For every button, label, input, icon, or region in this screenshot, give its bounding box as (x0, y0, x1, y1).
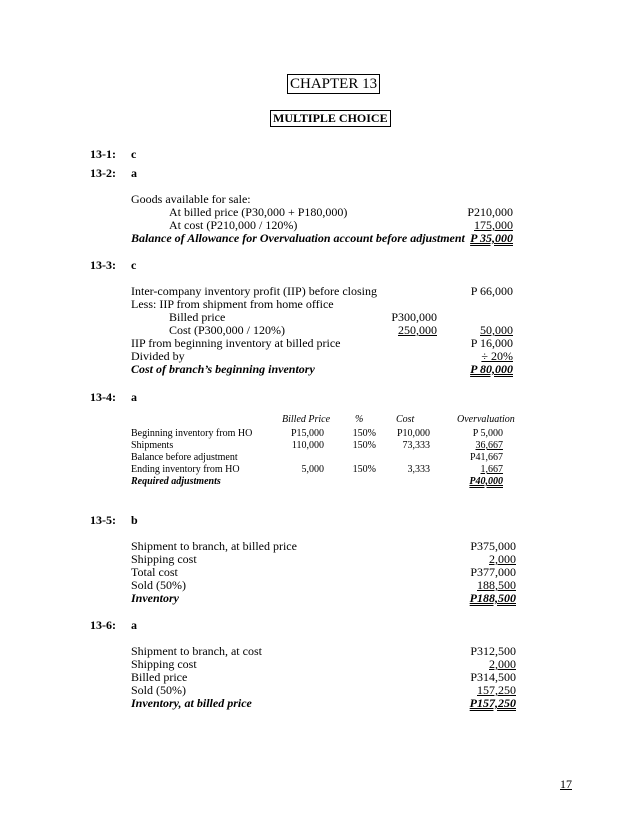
amount: P312,500 (470, 644, 516, 658)
result-label: Balance of Allowance for Overvaluation account before adjustment (131, 231, 465, 245)
result-amount: P 80,000 (470, 362, 513, 376)
table-row-label: Required adjustments (131, 476, 221, 487)
column-header: Billed Price (282, 414, 331, 425)
table-cell: 150% (352, 440, 376, 451)
amount: 157,250 (477, 683, 516, 697)
line-label: Shipping cost (131, 657, 197, 671)
question-number: 13-4: (90, 390, 116, 404)
column-header: % (355, 414, 364, 425)
result-amount: P 35,000 (470, 231, 513, 245)
table-cell: P10,000 (396, 428, 430, 439)
table-cell: P40,000 (469, 476, 503, 487)
question-number: 13-6: (90, 618, 116, 632)
table-cell: P 5,000 (472, 428, 503, 439)
chapter-title: CHAPTER 13 (287, 74, 380, 94)
question-number: 13-5: (90, 513, 116, 527)
table-cell: 110,000 (291, 440, 324, 451)
table-cell: 3,333 (407, 464, 430, 475)
line-label: Shipment to branch, at billed price (131, 539, 297, 553)
amount: P210,000 (467, 205, 513, 219)
line-label: Total cost (131, 565, 178, 579)
line-label: Sold (50%) (131, 578, 186, 592)
line-label: Goods available for sale: (131, 192, 251, 206)
column-header: Overvaluation (457, 414, 515, 425)
table-row-label: Beginning inventory from HO (131, 428, 253, 439)
question-number: 13-1: (90, 147, 116, 161)
amount: P375,000 (470, 539, 516, 553)
line-label: IIP from beginning inventory at billed price (131, 336, 341, 350)
amount: P377,000 (470, 565, 516, 579)
table-cell: P41,667 (469, 452, 503, 463)
table-cell: 1,667 (480, 464, 503, 475)
answer: a (131, 618, 137, 632)
amount: 50,000 (480, 323, 513, 337)
amount: 188,500 (477, 578, 516, 592)
table-cell: 150% (352, 428, 376, 439)
question-number: 13-2: (90, 166, 116, 180)
table-row-label: Balance before adjustment (131, 452, 238, 463)
table-cell: 150% (352, 464, 376, 475)
amount: P 66,000 (470, 284, 513, 298)
answer: c (131, 147, 137, 161)
amount: P 16,000 (470, 336, 513, 350)
table-cell: P15,000 (290, 428, 324, 439)
answer: c (131, 258, 137, 272)
line-label: Billed price (169, 310, 226, 324)
amount: P314,500 (470, 670, 516, 684)
amount: 2,000 (489, 552, 516, 566)
line-label: At billed price (P30,000 + P180,000) (169, 205, 348, 219)
line-label: At cost (P210,000 / 120%) (169, 218, 298, 232)
line-label: Shipment to branch, at cost (131, 644, 262, 658)
result-label: Cost of branch’s beginning inventory (131, 362, 315, 376)
result-amount: P188,500 (469, 591, 516, 605)
line-label: Sold (50%) (131, 683, 186, 697)
result-label: Inventory (131, 591, 179, 605)
question-number: 13-3: (90, 258, 116, 272)
line-label: Billed price (131, 670, 188, 684)
table-cell: 36,667 (475, 440, 503, 451)
page-number: 17 (560, 777, 572, 791)
result-amount: P157,250 (469, 696, 516, 710)
amount: 175,000 (474, 218, 513, 232)
section-title: MULTIPLE CHOICE (270, 110, 391, 127)
answer: b (131, 513, 138, 527)
line-label: Inter-company inventory profit (IIP) before closing (131, 284, 378, 298)
answer: a (131, 166, 137, 180)
table-row-label: Shipments (131, 440, 174, 451)
table-cell: 5,000 (301, 464, 324, 475)
line-label: Less: IIP from shipment from home office (131, 297, 334, 311)
mid-amount: 250,000 (398, 323, 437, 337)
result-label: Inventory, at billed price (131, 696, 252, 710)
line-label: Divided by (131, 349, 185, 363)
line-label: Shipping cost (131, 552, 197, 566)
amount: 2,000 (489, 657, 516, 671)
column-header: Cost (396, 414, 415, 425)
table-cell: 73,333 (402, 440, 430, 451)
line-label: Cost (P300,000 / 120%) (169, 323, 286, 337)
table-row-label: Ending inventory from HO (131, 464, 240, 475)
amount: ÷ 20% (481, 349, 513, 363)
answer: a (131, 390, 137, 404)
mid-amount: P300,000 (391, 310, 437, 324)
